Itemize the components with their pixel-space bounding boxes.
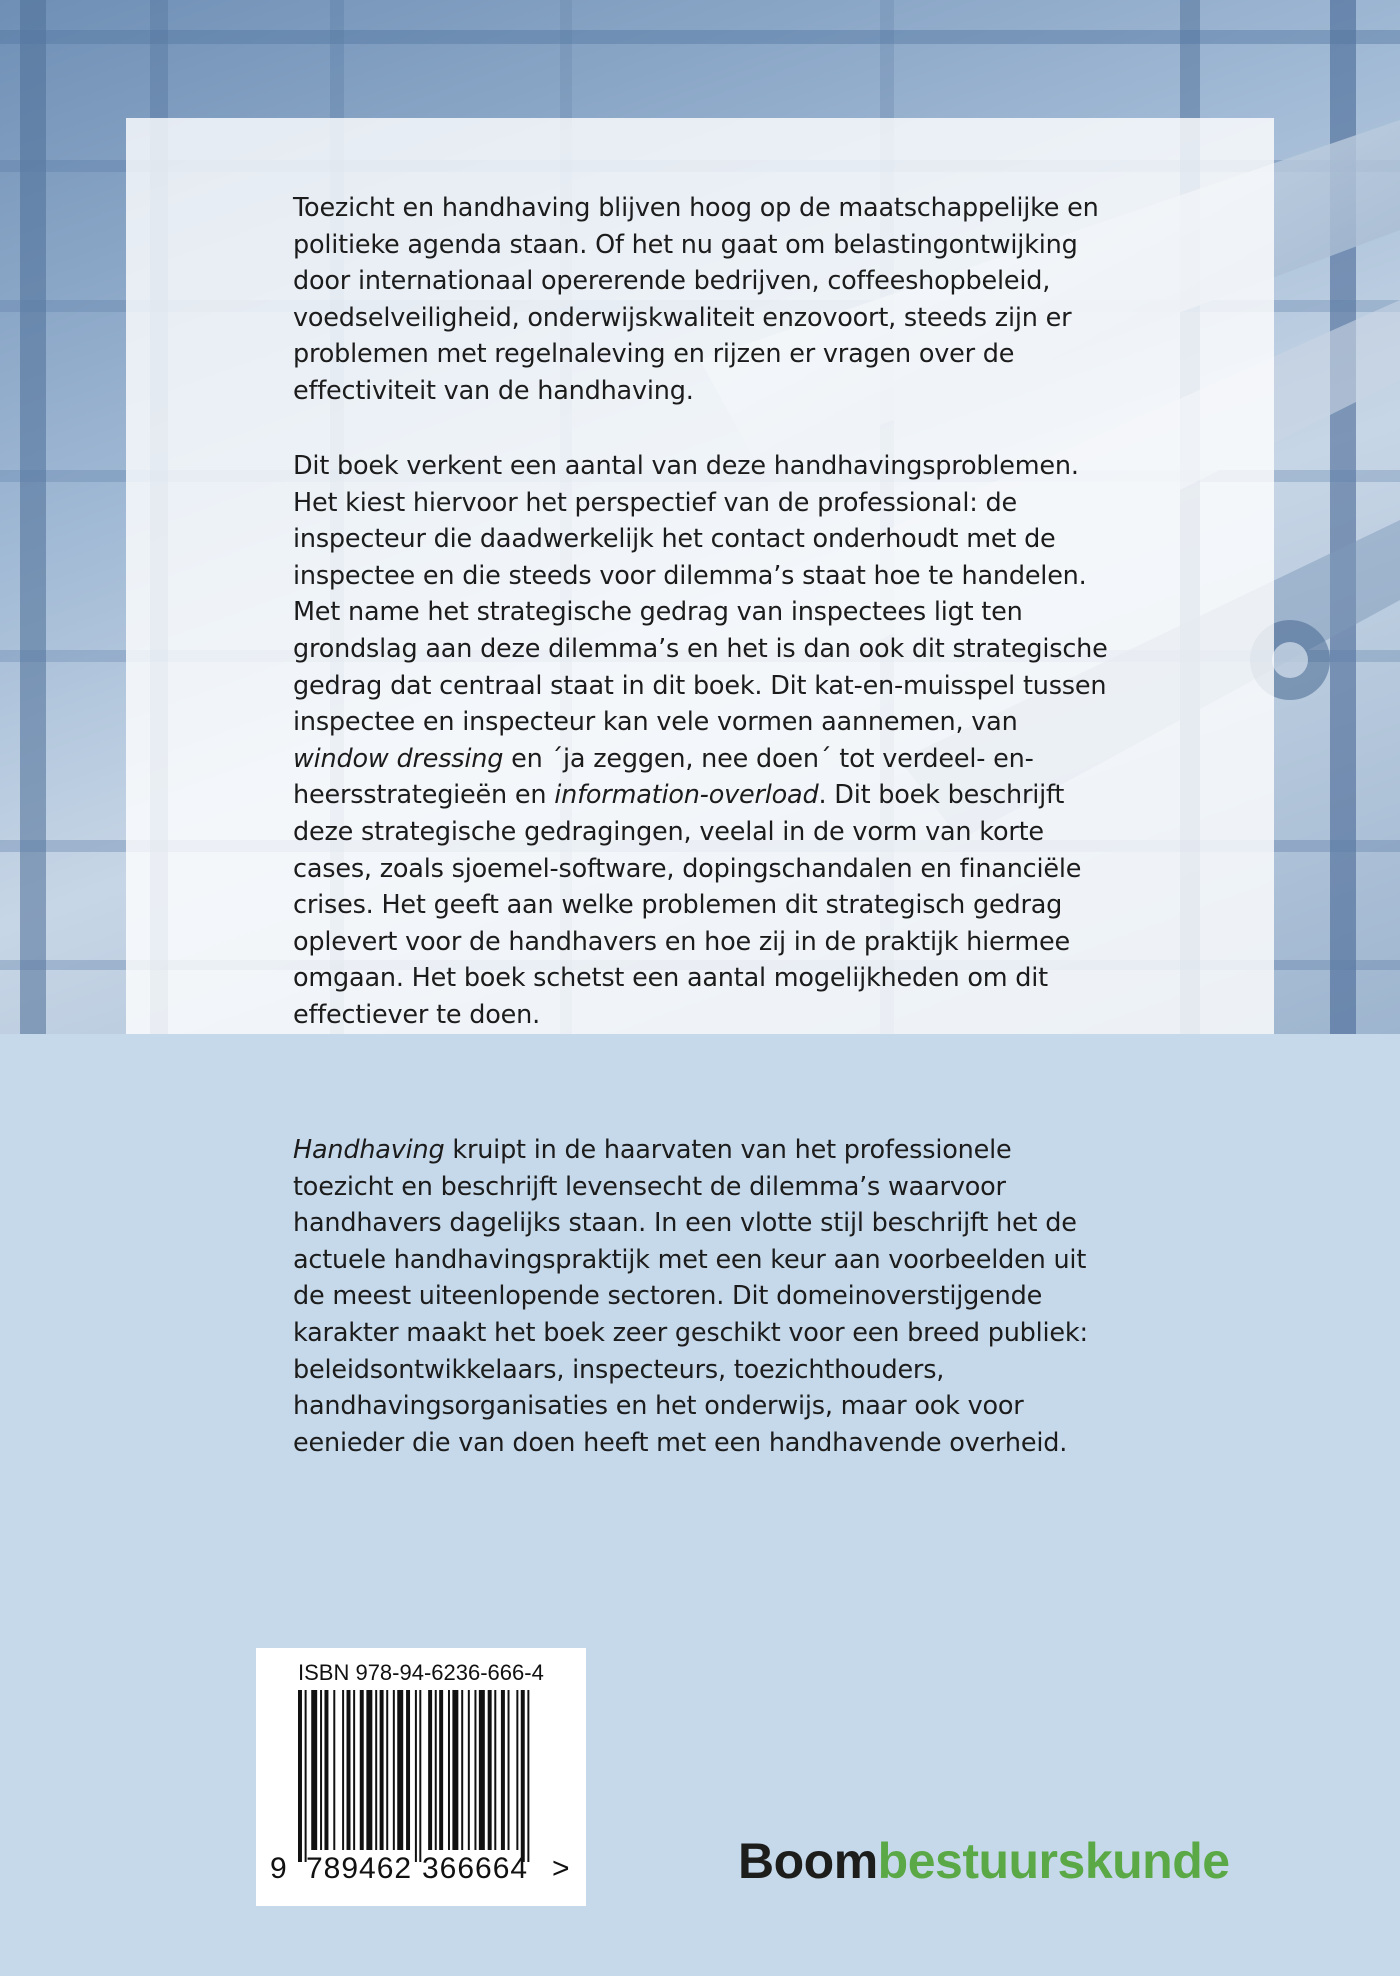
barcode-bar <box>397 1690 403 1850</box>
barcode-bar <box>386 1690 388 1850</box>
paragraph-2-text-3: . Dit boek beschrijft deze strategische gedragingen, veelal in de vorm van korte cases, zoals sjoemel-software, dopingschandalen en financiële crises. Het geeft aan welke problemen dit strategisch gedrag oplevert voor de handhavers en hoe zij in de praktijk hiermee omgaan. Het boek schetst een aantal mogelijkheden om dit effectiever te doen. <box>293 780 1082 1030</box>
description-paragraph-2 <box>293 448 1113 1034</box>
barcode-bar <box>380 1690 384 1850</box>
barcode-digit-first: 9 <box>270 1852 288 1885</box>
barcode-bar <box>419 1690 421 1862</box>
barcode-bar <box>360 1690 364 1850</box>
barcode-bar <box>516 1690 518 1850</box>
barcode-bar <box>527 1690 529 1862</box>
paragraph-3-italic: Handhaving <box>293 1135 445 1165</box>
barcode-bar <box>353 1690 355 1850</box>
barcode-bar <box>311 1690 317 1850</box>
publisher-logo-boom: Boom <box>738 1833 878 1889</box>
barcode-digits-right: 366664 <box>422 1852 529 1885</box>
paragraph-2-text-2: en ´ja zeggen, nee doen´ tot verdeel- en-heersstrategieën en <box>293 743 1034 811</box>
barcode-bar <box>333 1690 335 1850</box>
barcode-bar <box>342 1690 344 1850</box>
barcode-bar <box>479 1690 485 1850</box>
barcode-bar <box>375 1690 377 1850</box>
publisher-logo <box>738 1832 1230 1890</box>
barcode-bar <box>428 1690 432 1850</box>
barcode-bar <box>406 1690 410 1850</box>
barcode-bar <box>508 1690 510 1850</box>
barcode-bar <box>320 1690 322 1850</box>
barcode-bar <box>448 1690 450 1850</box>
barcode-bar <box>521 1690 525 1862</box>
barcode-bar <box>452 1690 458 1850</box>
barcode-bar <box>347 1690 351 1850</box>
barcode-bar <box>494 1690 496 1850</box>
barcode-bar <box>468 1690 470 1850</box>
publisher-logo-bestuurskunde: bestuurskunde <box>877 1833 1230 1889</box>
barcode-bar <box>439 1690 443 1850</box>
barcode-bar <box>501 1690 505 1850</box>
paragraph-2-italic-2: information-overload <box>554 780 819 811</box>
barcode-bar <box>461 1690 463 1850</box>
paragraph-2-italic-1: window dressing <box>293 743 504 774</box>
isbn-label: ISBN 978-94-6236-666-4 <box>298 1660 544 1685</box>
barcode-bar <box>298 1690 302 1862</box>
description-paragraph-1: Toezicht en handhaving blijven hoog op de maatschappelijke en politieke agenda staan. Of het nu gaat om belastingontwijking door internationaal opererende bedrijven, coffeeshopbeleid, voedselveiligheid, onderwijskwaliteit enzovoort, steeds zijn er problemen met regelnaleving en rijzen er vragen over de effectiviteit van de handhaving. <box>293 193 1099 406</box>
description-paragraph-3 <box>293 1132 1113 1461</box>
barcode-bar <box>324 1690 328 1850</box>
barcode-bar <box>366 1690 372 1850</box>
barcode-bars <box>298 1690 534 1862</box>
barcode-arrow: > <box>552 1852 571 1885</box>
paragraph-3-text: kruipt in de haarvaten van het professionele toezicht en beschrijft levensecht de dilemma’s waarvoor handhavers dagelijks staan. In een vlotte stijl beschrijft het de actuele handhavingspraktijk met een keur aan voorbeelden uit de meest uiteenlopende sectoren. Dit domeinoverstijgende karakter maakt het boek zeer geschikt voor een breed publiek: beleidsontwikkelaars, inspecteurs, toezichthouders, handhavingsorganisaties en het onderwijs, maar ook voor eenieder die van doen heeft met een handhavende overheid. <box>293 1135 1088 1458</box>
barcode-bar <box>393 1690 395 1850</box>
barcode-digits-left: 789462 <box>306 1852 413 1885</box>
paragraph-2-text-1: Dit boek verkent een aantal van deze handhavingsproblemen. Het kiest hiervoor het perspectief van de professional: de inspecteur die daadwerkelijk het contact onderhoudt met de inspectee en die steeds voor dilemma’s staat hoe te handelen. Met name het strategische gedrag van inspectees ligt ten grondslag aan deze dilemma’s en het is dan ook dit strategische gedrag dat centraal staat in dit boek. Dit kat-en-muisspel tussen inspectee en inspecteur kan vele vormen aannemen, van <box>293 451 1108 738</box>
barcode <box>256 1648 586 1906</box>
barcode-bar <box>488 1690 492 1850</box>
barcode-bar <box>474 1690 476 1850</box>
barcode-bar <box>415 1690 417 1862</box>
barcode-bar <box>435 1690 437 1850</box>
barcode-bar <box>305 1690 307 1862</box>
